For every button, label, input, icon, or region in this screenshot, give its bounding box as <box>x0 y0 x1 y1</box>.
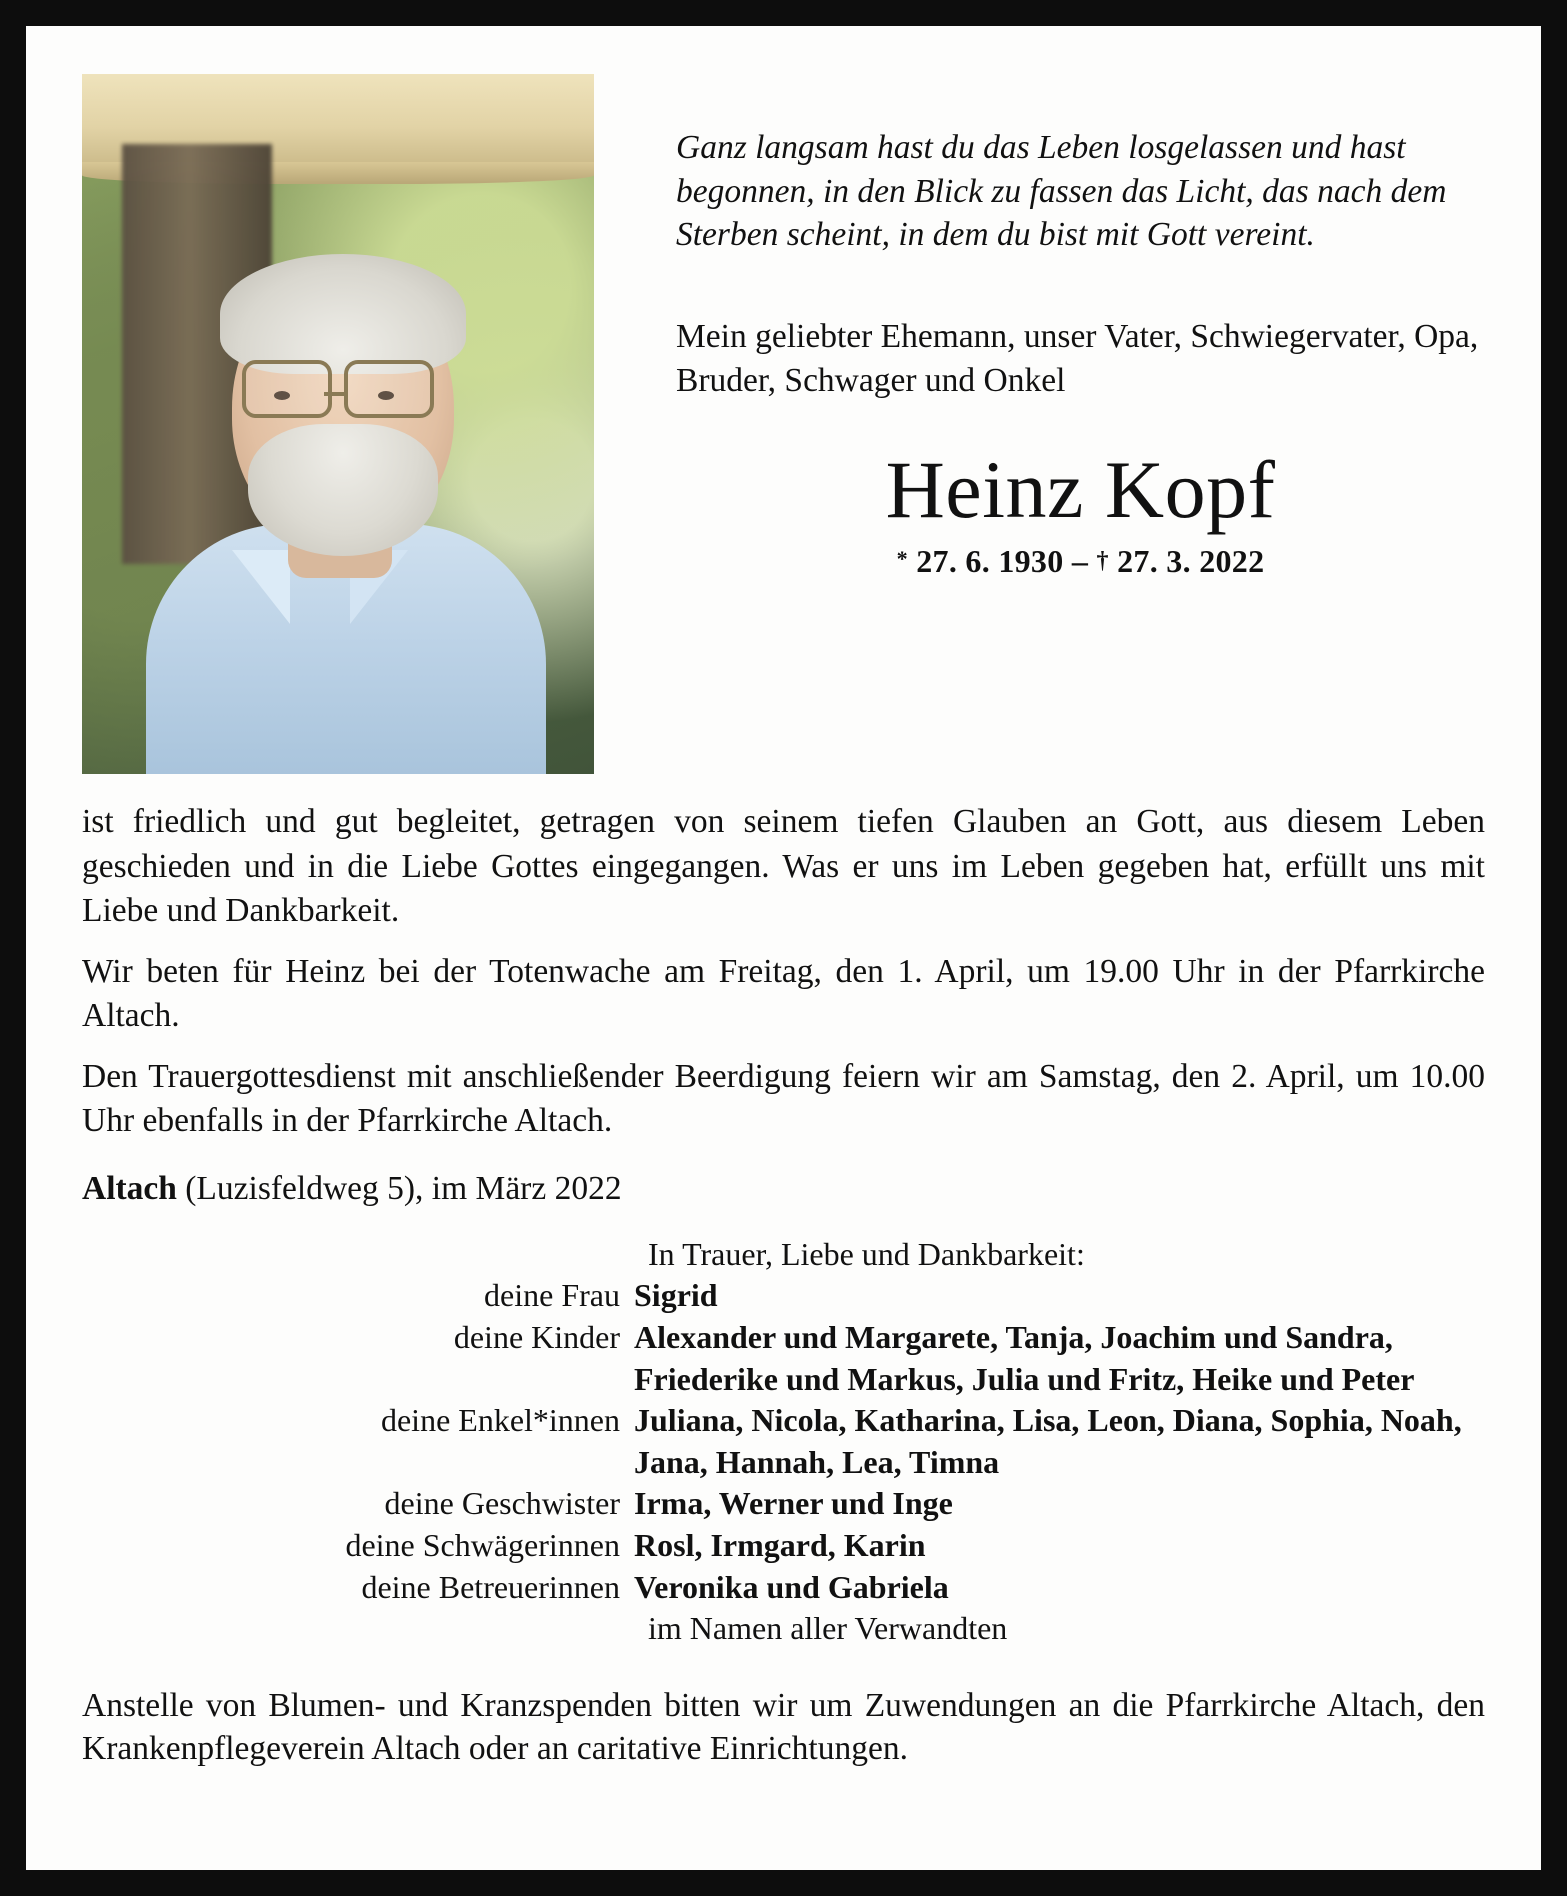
mourner-row <box>82 1567 1485 1609</box>
mourner-names: Juliana, Nicola, Katharina, Lisa, Leon, Diana, Sophia, Noah, Jana, Hannah, Lea, Timna <box>634 1402 1462 1480</box>
mourner-row <box>82 1275 1485 1317</box>
photo-hair <box>220 254 466 374</box>
paragraph-funeral: Den Trauergottesdienst mit anschließender Beerdigung feiern wir am Samstag, den 2. April, um 10.00 Uhr ebenfalls in der Pfarrkirche Altach. <box>82 1057 1485 1140</box>
mourners-heading: In Trauer, Liebe und Dankbarkeit: <box>648 1235 1085 1272</box>
mourner-relation: deine Enkel*innen <box>380 1402 620 1439</box>
birth-symbol: * <box>896 546 908 572</box>
relationship-intro: Mein geliebter Ehemann, unser Vater, Schwiegervater, Opa, Bruder, Schwager und Onkel <box>676 317 1479 399</box>
mourner-names: Sigrid <box>634 1277 718 1314</box>
mourner-names: Veronika und Gabriela <box>634 1568 949 1605</box>
mourner-row <box>82 1525 1485 1567</box>
death-symbol: † <box>1096 548 1109 575</box>
paragraph-vigil: Wir beten für Heinz bei der Totenwache am Freitag, den 1. April, um 19.00 Uhr in der Pfarrkirche Altach. <box>82 952 1485 1035</box>
photo-glasses-left <box>242 360 332 418</box>
obituary-body <box>82 800 1485 1144</box>
place-and-date <box>82 1170 1485 1208</box>
mourner-relation: deine Betreuerinnen <box>361 1568 620 1605</box>
death-date: 27. 3. 2022 <box>1117 543 1265 580</box>
paragraph-passing: ist friedlich und gut begleitet, getragen von seinem tiefen Glauben an Gott, aus diesem Leben geschieden und in die Liebe Gottes eingegangen. Was er uns im Leben gegeben hat, erfüllt uns mit Liebe und Dankbarkeit. <box>82 803 1485 930</box>
mourner-relation: deine Frau <box>484 1277 620 1314</box>
mourner-names: Alexander und Margarete, Tanja, Joachim und Sandra, Friederike und Markus, Julia und Fritz, Heike und Peter <box>634 1319 1415 1397</box>
birth-date: 27. 6. 1930 <box>916 543 1064 580</box>
place-town: Altach <box>82 1169 177 1207</box>
donation-note: Anstelle von Blumen- und Kranzspenden bitten wir um Zuwendungen an die Pfarrkirche Altach, den Krankenpflegeverein Altach oder an caritative Einrichtungen. <box>82 1686 1485 1768</box>
mourner-row <box>82 1483 1485 1525</box>
date-separator: – <box>1071 543 1089 580</box>
photo-collar-left <box>232 550 290 624</box>
mourner-relation: deine Schwägerinnen <box>345 1526 620 1563</box>
mourner-row <box>82 1317 1485 1400</box>
mourner-row <box>82 1400 1485 1483</box>
mourners-footer: im Namen aller Verwandten <box>648 1610 1008 1647</box>
life-dates <box>676 543 1485 580</box>
header-section <box>82 74 1485 774</box>
deceased-name: Heinz Kopf <box>885 444 1276 536</box>
memorial-verse: Ganz langsam hast du das Leben losgelassen und hast begonnen, in den Blick zu fassen das Licht, das nach dem Sterben scheint, in dem du bist mit Gott vereint. <box>676 129 1447 254</box>
photo-glasses-right <box>344 360 434 418</box>
mourners-section <box>82 1234 1485 1650</box>
mourner-relation: deine Kinder <box>453 1319 620 1356</box>
header-text-block <box>594 74 1485 580</box>
mourner-relation: deine Geschwister <box>384 1485 620 1522</box>
mourner-names: Rosl, Irmgard, Karin <box>634 1526 926 1563</box>
mourner-names: Irma, Werner und Inge <box>634 1485 953 1522</box>
obituary-card <box>26 26 1541 1870</box>
photo-glasses-bridge <box>324 392 344 396</box>
place-details: (Luzisfeldweg 5), im März 2022 <box>176 1169 622 1207</box>
photo-beard <box>248 424 438 556</box>
portrait-photo <box>82 74 594 774</box>
